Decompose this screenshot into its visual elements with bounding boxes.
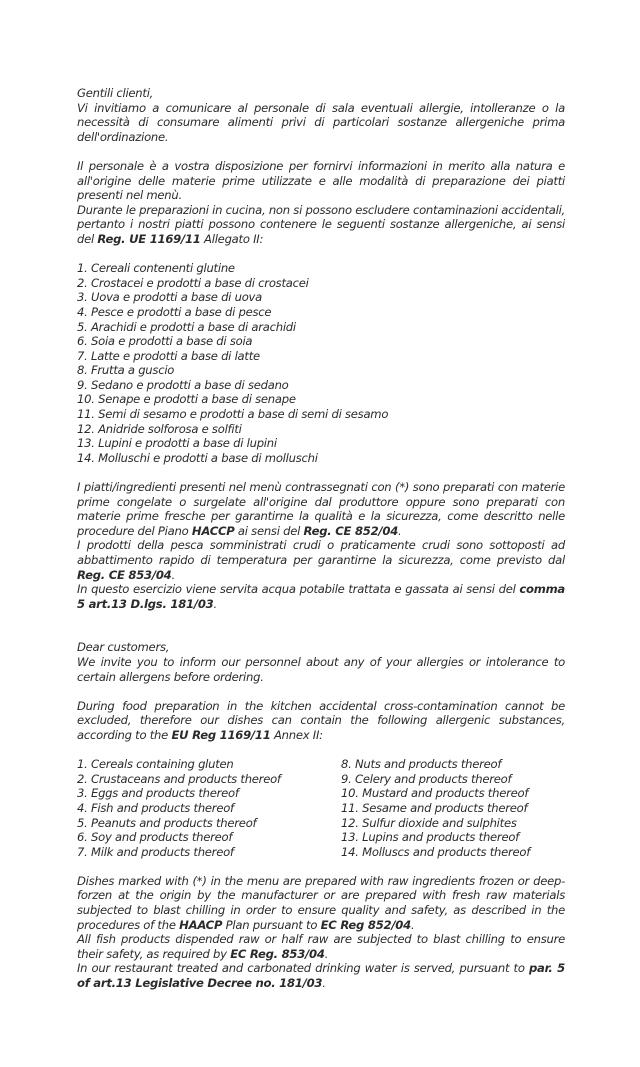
list-item: 12. Anidride solforosa e solfiti xyxy=(77,421,242,436)
contamination-en: During food preparation in the kitchen accidental cross-contamination cannot be excluded, therefore our dishes can contain the following allergenic substances, according to the EU Reg 1169/11 Annex II: xyxy=(77,698,565,742)
regulation-ref: EC Reg 852/04 xyxy=(320,917,411,932)
list-item: 10. Senape e prodotti a base di senape xyxy=(77,392,296,407)
list-item: 9. Sedano e prodotti a base di sedano xyxy=(77,377,289,392)
haccp-ref: HAACP xyxy=(179,917,223,932)
regulation-ref: EC Reg. 853/04 xyxy=(230,946,325,961)
list-item: 6. Soia e prodotti a base di soia xyxy=(77,334,253,349)
list-item: 5. Arachidi e prodotti a base di arachidi xyxy=(77,319,296,334)
raw-fish-notice-it: I prodotti della pesca somministrati crudi o praticamente crudi sono sottoposti ad abbattimento rapido di temperatura per garantirne la sicurezza, come previsto dal Reg. CE 853/04. xyxy=(77,538,565,582)
list-item: 7. Milk and products thereof xyxy=(77,844,234,859)
allergen-list-en xyxy=(77,757,565,859)
frozen-notice-it: I piatti/ingredienti presenti nel menù contrassegnati con (*) sono preparati con materie prime congelate o surgelate all'origine dal produttore oppure sono preparati con materie prime fresche per garantirne la qualità e la sicurezza, come descritto nelle procedure del Piano HACCP ai sensi del Reg. CE 852/04. xyxy=(77,480,565,538)
haccp-ref: HACCP xyxy=(191,523,235,538)
frozen-notice-en: Dishes marked with (*) in the menu are prepared with raw ingredients frozen or deep-forzen at the origin by the manufacturer or are prepared with fresh raw materials subjected to blast chilling in order to ensure quality and safety, as described in the procedures of the HAACP Plan pursuant to EC Reg 852/04. xyxy=(77,873,565,932)
allergen-notice xyxy=(77,86,565,991)
list-item: 6. Soy and products thereof xyxy=(77,830,233,845)
greeting-it: Gentili clienti, xyxy=(77,86,154,100)
list-item: 3. Uova e prodotti a base di uova xyxy=(77,290,262,305)
allergen-list-it xyxy=(77,261,565,465)
list-item: 3. Eggs and products thereof xyxy=(77,786,239,801)
list-item: 4. Pesce e prodotti a base di pesce xyxy=(77,304,272,319)
list-item: 8. Frutta a guscio xyxy=(77,363,175,378)
staff-info-it: Il personale è a vostra disposizione per fornirvi informazioni in merito alla natura e all'origine delle materie prime utilizzate e alle modalità di preparazione dei piatti presenti nel menù. xyxy=(77,158,565,203)
list-item: 8. Nuts and products thereof xyxy=(341,757,502,772)
list-item: 1. Cereali contenenti glutine xyxy=(77,261,235,276)
list-item: 2. Crostacei e prodotti a base di crostacei xyxy=(77,275,309,290)
list-item: 13. Lupini e prodotti a base di lupini xyxy=(77,436,277,451)
list-item: 4. Fish and products thereof xyxy=(77,800,234,815)
list-item: 11. Semi di sesamo e prodotti a base di semi di sesamo xyxy=(77,407,389,422)
list-item: 12. Sulfur dioxide and sulphites xyxy=(341,815,517,830)
list-item: 7. Latte e prodotti a base di latte xyxy=(77,348,260,363)
intro-en: We invite you to inform our personnel about any of your allergies or intolerance to certain allergens before ordering. xyxy=(77,654,565,684)
list-item: 5. Peanuts and products thereof xyxy=(77,815,257,830)
regulation-ref: par. 5 of art.13 Legislative Decree no. 181/03 xyxy=(77,961,565,991)
regulation-ref: Reg. UE 1169/11 xyxy=(97,231,201,246)
regulation-ref: comma 5 art.13 D.lgs. 181/03 xyxy=(77,582,565,611)
list-item: 14. Molluscs and products thereof xyxy=(341,844,531,859)
regulation-ref: EU Reg 1169/11 xyxy=(171,727,271,742)
list-item: 9. Celery and products thereof xyxy=(341,771,512,786)
list-item: 1. Cereals containing gluten xyxy=(77,757,234,772)
raw-fish-notice-en: All fish products dispended raw or half raw are subjected to blast chilling to ensure their safety, as required by EC Reg. 853/04. xyxy=(77,932,565,961)
allergen-column-left xyxy=(77,757,341,859)
list-item: 10. Mustard and products thereof xyxy=(341,786,529,801)
allergen-column-right xyxy=(341,757,565,859)
intro-it: Vi invitiamo a comunicare al personale di sala eventuali allergie, intolleranze o la necessità di consumare alimenti privi di particolari sostanze allergeniche prima dell'ordinazione. xyxy=(77,100,565,144)
list-item: 2. Crustaceans and products thereof xyxy=(77,771,281,786)
greeting-en: Dear customers, xyxy=(77,640,170,655)
water-notice-en: In our restaurant treated and carbonated drinking water is served, pursuant to par. 5 of art.13 Legislative Decree no. 181/03. xyxy=(77,961,565,991)
list-item: 14. Molluschi e prodotti a base di molluschi xyxy=(77,450,318,465)
list-item: 13. Lupins and products thereof xyxy=(341,830,520,845)
regulation-ref: Reg. CE 852/04 xyxy=(303,523,399,538)
water-notice-it: In questo esercizio viene servita acqua potabile trattata e gassata ai sensi del comma 5 art.13 D.lgs. 181/03. xyxy=(77,582,565,611)
regulation-ref: Reg. CE 853/04 xyxy=(77,567,172,582)
list-item: 11. Sesame and products thereof xyxy=(341,800,528,815)
contamination-it: Durante le preparazioni in cucina, non si possono escludere contaminazioni accidentali, pertanto i nostri piatti possono contenere le seguenti sostanze allergeniche, ai sensi del Reg. UE 1169/11 Allegato II: xyxy=(77,202,565,246)
